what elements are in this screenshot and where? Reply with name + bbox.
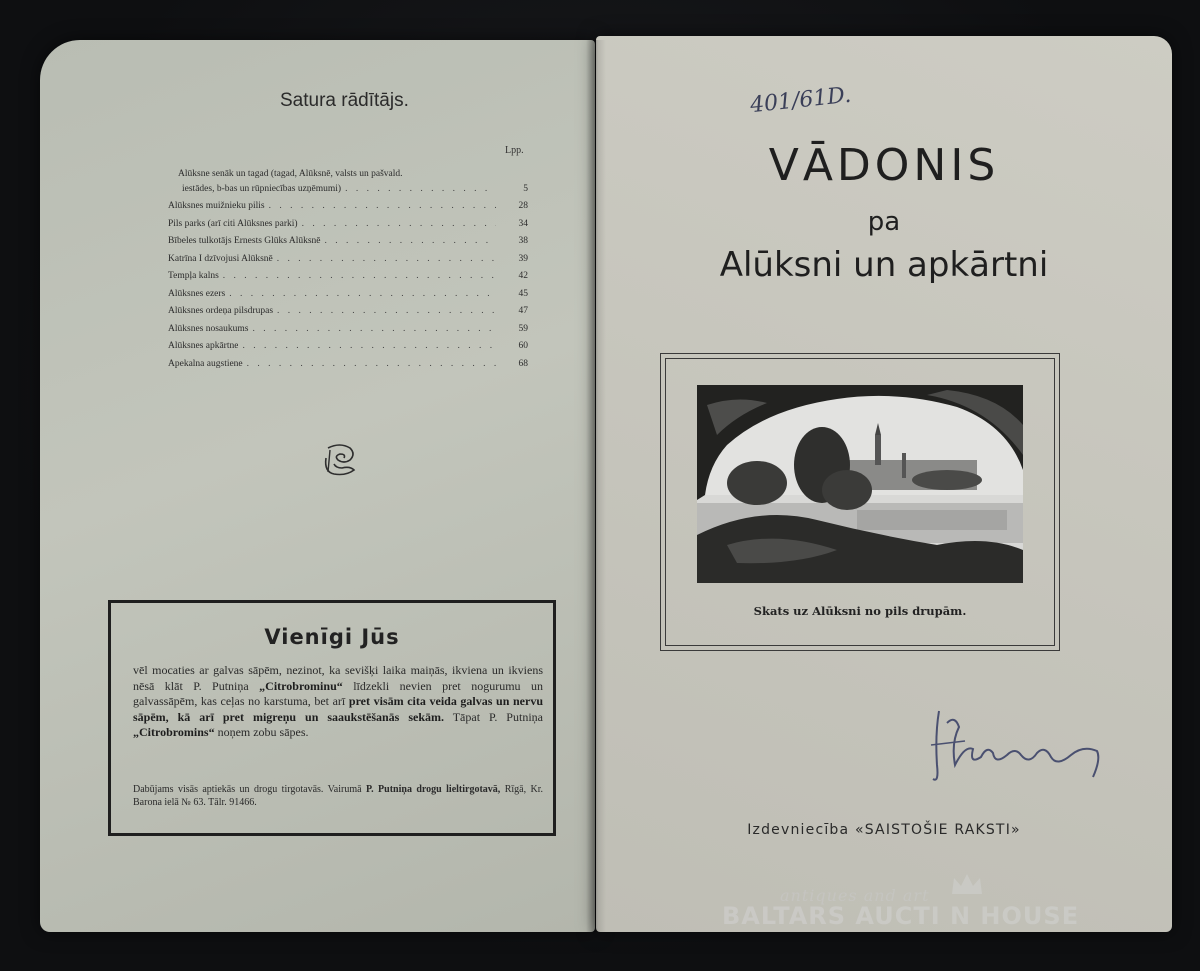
table-of-contents — [168, 167, 528, 373]
toc-entry — [168, 233, 528, 251]
handwritten-catalog-number: 401/61D. — [748, 82, 853, 119]
toc-entry — [168, 303, 528, 321]
product-name: „Citrobromins“ — [133, 725, 215, 739]
book-subtitle: Alūksni un apkārtni — [719, 245, 1049, 285]
toc-entry-page: 34 — [518, 218, 528, 229]
publisher-line: Izdevniecība «SAISTOŠIE RAKSTI» — [747, 822, 1021, 838]
toc-entry-page: 42 — [518, 271, 528, 281]
toc-entry — [168, 356, 528, 374]
toc-entry-page: 68 — [518, 358, 528, 369]
toc-entry-line: Alūksne senāk un tagad (tagad, Alūksnē, valsts un pašvald. — [178, 169, 403, 179]
toc-entry — [168, 321, 528, 339]
toc-entry-page: 60 — [518, 341, 528, 351]
toc-entry — [168, 198, 528, 216]
toc-entry-page: 59 — [518, 323, 528, 334]
toc-entry-page: 47 — [518, 306, 528, 316]
book-title-connector: pa — [867, 207, 901, 237]
toc-entry — [168, 268, 528, 286]
toc-entry — [168, 338, 528, 356]
toc-entry-title: Alūksnes ezers — [168, 288, 226, 299]
toc-entry — [168, 251, 528, 269]
toc-entry-title: Tempļa kalns — [168, 271, 219, 281]
monogram-ornament-icon — [320, 442, 360, 480]
toc-entry-title: Alūksnes nosaukums — [168, 323, 249, 334]
watermark-brand: BALTARS AUCTI N HOUSE — [722, 902, 1080, 930]
toc-entry-title: Apekalna augstiene — [168, 358, 243, 369]
toc-entry-page: 38 — [518, 236, 528, 246]
toc-entry-page: 39 — [518, 253, 528, 264]
advertisement-box — [108, 600, 556, 836]
ad-footer: Dabūjams visās aptiekās un drogu tirgotavās. Vairumā P. Putniņa drogu lieltirgotavā, Rīgā, Kr. Barona ielā № 63. Tālr. 91466. — [133, 784, 544, 808]
toc-entry-page: 5 — [523, 184, 528, 194]
toc-entry-title: Bībeles tulkotājs Ernests Glūks Alūksnē — [168, 236, 321, 246]
toc-entry — [168, 286, 528, 304]
toc-page-column-label: Lpp. — [505, 145, 524, 156]
toc-entry-title: Katrīna I dzīvojusi Alūksnē — [168, 253, 273, 264]
toc-title: Satura rādītājs. — [280, 90, 409, 111]
photo-caption: Skats uz Alūksni no pils drupām. — [753, 604, 967, 618]
toc-entry — [168, 216, 528, 234]
ad-title: Vienīgi Jūs — [264, 625, 400, 649]
toc-list — [168, 198, 528, 373]
toc-entry-title: Alūksnes ordeņa pilsdrupas — [168, 306, 274, 316]
book-title: VĀDONIS — [768, 140, 1000, 191]
toc-entry — [168, 167, 528, 197]
product-name: „Citrobrominu“ — [259, 678, 343, 693]
toc-entry-title: Alūksnes apkārtne — [168, 341, 239, 351]
toc-entry-title: iestādes, b-bas un rūpniecības uzņēmumi) — [182, 184, 342, 194]
toc-entry-page: 28 — [518, 201, 528, 211]
crown-icon — [950, 872, 984, 898]
toc-entry-title: Pils parks (arī citi Alūksnes parki) — [168, 218, 298, 229]
watermark-tagline: antiques and art — [780, 886, 930, 905]
handwritten-signature — [925, 705, 1110, 790]
toc-entry-title: Alūksnes muižnieku pilis — [168, 201, 265, 211]
castle-ruins-photo — [697, 385, 1023, 583]
ad-body: vēl mocaties ar galvas sāpēm, nezinot, ka sevišķi laika maiņās, ikviena un ikviens nēsā klāt P. Putniņa „Citrobrominu“ līdzekli nevien pret nogurumu un galvassāpēm, kas ceļas no karstuma, bet arī pret visām cita veida galvas un nervu sāpēm, kā arī pret migreņu un saaukstēšanās sekām. Tāpat P. Putniņa „Citrobromins“ noņem zobu sāpes. — [133, 663, 544, 739]
toc-entry-page: 45 — [518, 288, 528, 299]
